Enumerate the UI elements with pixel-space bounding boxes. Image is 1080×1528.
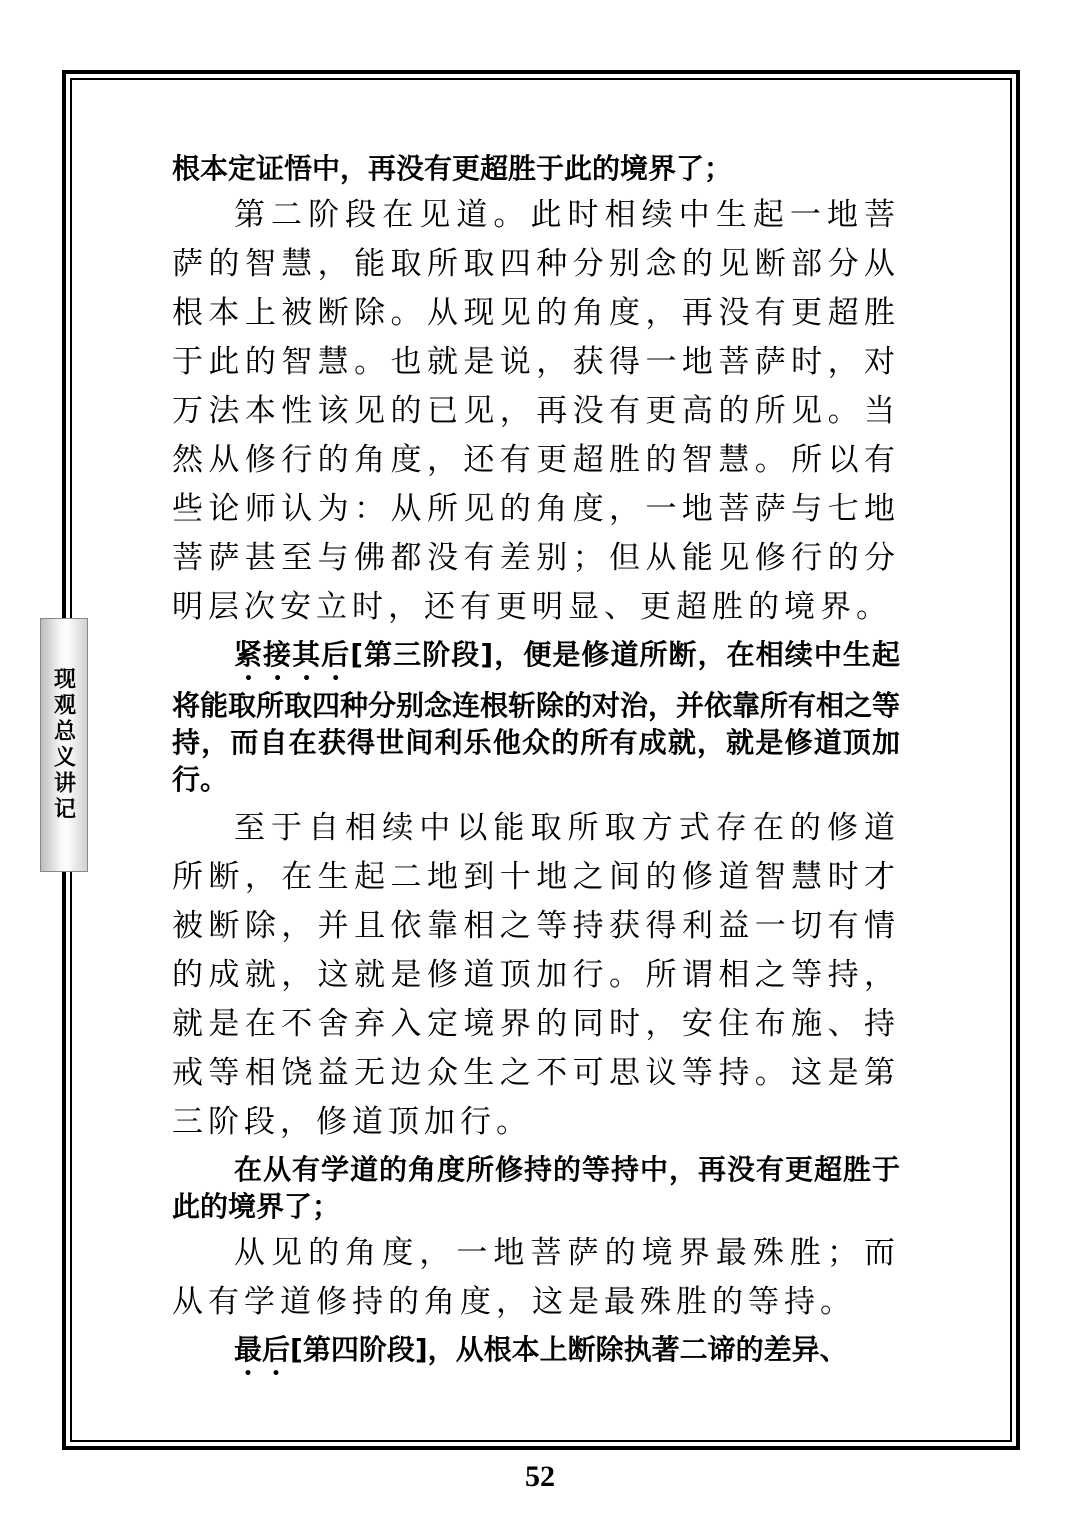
side-tab-title: 现观总义讲记 bbox=[50, 667, 77, 823]
emphasis-dotted: 紧接其后 bbox=[234, 638, 351, 671]
page-number: 52 bbox=[525, 1460, 555, 1493]
page-content bbox=[172, 150, 900, 1382]
paragraph-4: 至于自相续中以能取所取方式存在的修道所断，在生起二地到十地之间的修道智慧时才被断除，并且依靠相之等持获得利益一切有情的成就，这就是修道顶加行。所谓相之等持，就是在不舍弃入定境界的同时，安住布施、持戒等相饶益无边众生之不可思议等持。这是第三阶段，修道顶加行。 bbox=[172, 810, 900, 1140]
paragraph-7 bbox=[172, 1331, 900, 1382]
paragraph-7-text: [第四阶段]，从根本上断除执著二谛的差异、 bbox=[290, 1333, 848, 1366]
emphasis-dotted: 最后 bbox=[234, 1333, 291, 1366]
paragraph-3 bbox=[172, 636, 900, 798]
side-tab bbox=[40, 618, 88, 872]
paragraph-5: 在从有学道的角度所修持的等持中，再没有更超胜于此的境界了； bbox=[172, 1153, 900, 1223]
paragraph-2: 第二阶段在见道。此时相续中生起一地菩萨的智慧，能取所取四种分别念的见断部分从根本上被断除。从现见的角度，再没有更超胜于此的智慧。也就是说，获得一地菩萨时，对万法本性该见的已见，再没有更高的所见。当然从修行的角度，还有更超胜的智慧。所以有些论师认为：从所见的角度，一地菩萨与七地菩萨甚至与佛都没有差别；但从能见修行的分明层次安立时，还有更明显、更超胜的境界。 bbox=[172, 197, 900, 625]
paragraph-3-text: [第三阶段]，便是修道所断，在相续中生起将能取所取四种分别念连根斩除的对治，并依靠所有相之等持，而自在获得世间利乐他众的所有成就，就是修道顶加行。 bbox=[172, 638, 901, 796]
paragraph-6: 从见的角度，一地菩萨的境界最殊胜；而从有学道修持的角度，这是最殊胜的等持。 bbox=[172, 1235, 900, 1320]
paragraph-1: 根本定证悟中，再没有更超胜于此的境界了； bbox=[172, 152, 733, 185]
